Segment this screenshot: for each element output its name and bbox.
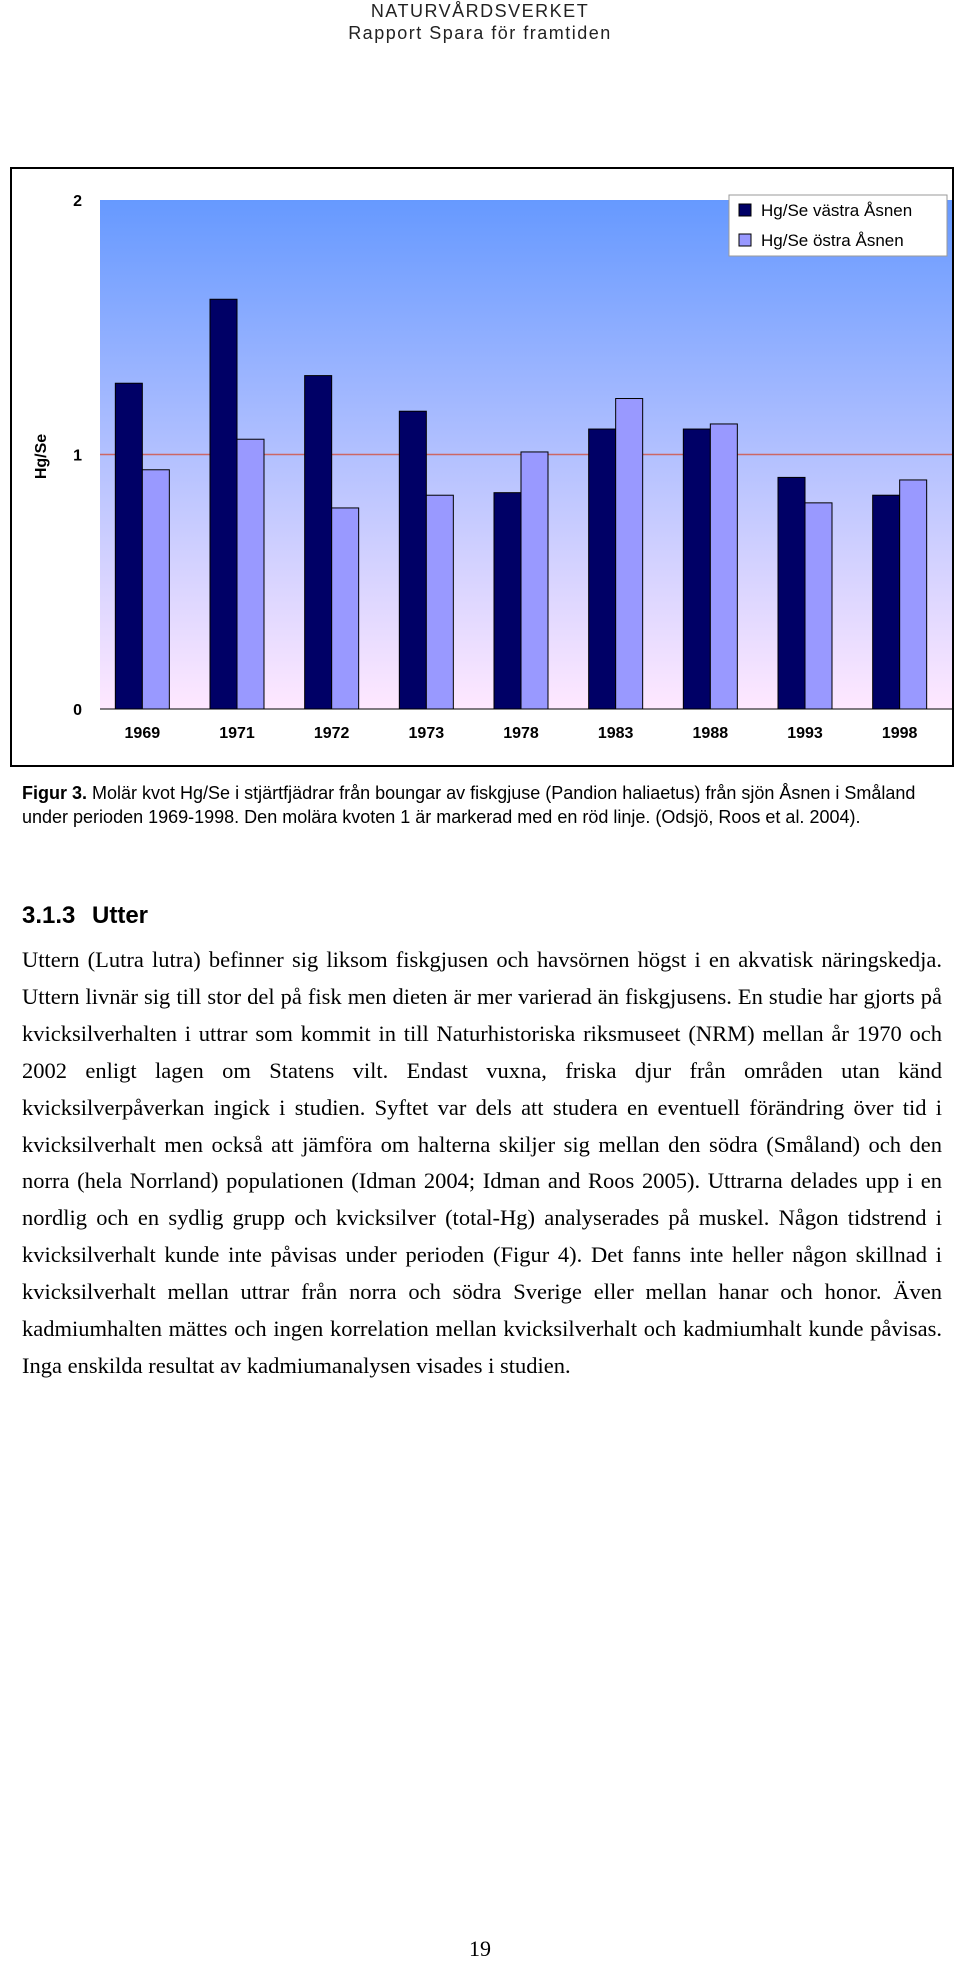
section-title: Utter (92, 902, 149, 929)
bar-ostra-1969 (142, 470, 169, 709)
report-title: Rapport Spara för framtiden (348, 23, 612, 43)
bar-vastra-1971 (210, 299, 237, 709)
bar-vastra-1993 (778, 477, 805, 709)
caption-text: Molär kvot Hg/Se i stjärtfjädrar från boungar av fiskgjuse (Pandion haliaetus) från sjön Åsnen i Småland under perioden 1969-1998. Den molära kvoten 1 är markerad med en röd linje. (Odsjö, Roos et al. 2004). (22, 783, 916, 827)
x-tick-label: 1978 (503, 725, 539, 742)
bar-vastra-1978 (494, 493, 521, 709)
page-number: 19 (469, 1936, 491, 1961)
x-tick-label: 1971 (219, 725, 255, 742)
x-tick-label: 1972 (313, 725, 350, 742)
bar-ostra-1983 (616, 399, 643, 709)
y-tick-label: 2 (73, 193, 82, 210)
y-axis-label: Hg/Se (33, 433, 50, 480)
section-number: 3.1.3 (22, 902, 76, 929)
legend-label: Hg/Se östra Åsnen (761, 231, 904, 250)
x-tick-label: 1969 (124, 725, 161, 742)
bar-chart (12, 169, 952, 765)
bar-ostra-1971 (237, 439, 264, 709)
body-paragraph: Uttern (Lutra lutra) befinner sig liksom fiskgjusen och havsörnen högst i en akvatisk näringskedja. Uttern livnär sig till stor del på fisk men dieten är mer varierad än fiskgjusens. En studie har gjorts på kvicksilverhalten i uttrar som kommit in till Naturhistoriska riksmuseet (NRM) mellan år 1970 och 2002 enligt lagen om Statens vilt. Endast vuxna, friska djur från områden utan känd kvicksilverpåverkan ingick i studien. Syftet var dels att studera en eventuell förändring över tid i kvicksilverhalt men också att jämföra om halterna skiljer sig mellan den södra (Småland) och den norra (hela Norrland) populationen (Idman 2004; Idman and Roos 2005). Uttrarna delades upp i en nordlig och en sydlig grupp och kvicksilver (total-Hg) analyserades på muskel. Någon tidstrend i kvicksilverhalt kunde inte påvisas under perioden (Figur 4). Det fanns inte heller någon skillnad i kvicksilverhalt mellan uttrar från norra och södra Sverige eller mellan hanar och honor. Även kadmiumhalten mättes och ingen korrelation mellan kvicksilverhalt och kadmiumhalt kunde påvisas. Inga enskilda resultat av kadmiumanalysen visades i studien. (22, 947, 942, 1378)
caption-label: Figur 3. (22, 783, 88, 803)
legend-swatch (739, 234, 751, 246)
bar-ostra-1993 (805, 503, 832, 709)
bar-vastra-1969 (115, 383, 142, 709)
bar-ostra-1972 (332, 508, 359, 709)
bar-vastra-1998 (873, 495, 900, 709)
bar-vastra-1983 (589, 429, 616, 709)
bar-vastra-1988 (683, 429, 710, 709)
x-tick-label: 1998 (881, 725, 918, 742)
bar-ostra-1998 (900, 480, 927, 709)
x-tick-label: 1993 (787, 725, 823, 742)
x-tick-label: 1988 (692, 725, 729, 742)
bar-ostra-1973 (426, 495, 453, 709)
organization-name: NATURVÅRDSVERKET (370, 1, 590, 21)
bar-ostra-1988 (710, 424, 737, 709)
section-heading (22, 902, 148, 930)
page-header (0, 0, 960, 44)
figure-caption (22, 781, 942, 829)
y-tick-label: 0 (73, 702, 82, 719)
x-tick-label: 1973 (408, 725, 445, 742)
bar-vastra-1972 (305, 376, 332, 709)
bar-vastra-1973 (399, 411, 426, 709)
x-tick-label: 1983 (597, 725, 634, 742)
bar-ostra-1978 (521, 452, 548, 709)
figure-frame (10, 167, 954, 767)
legend-label: Hg/Se västra Åsnen (761, 201, 913, 220)
y-tick-label: 1 (73, 447, 82, 465)
legend-swatch (739, 204, 751, 216)
